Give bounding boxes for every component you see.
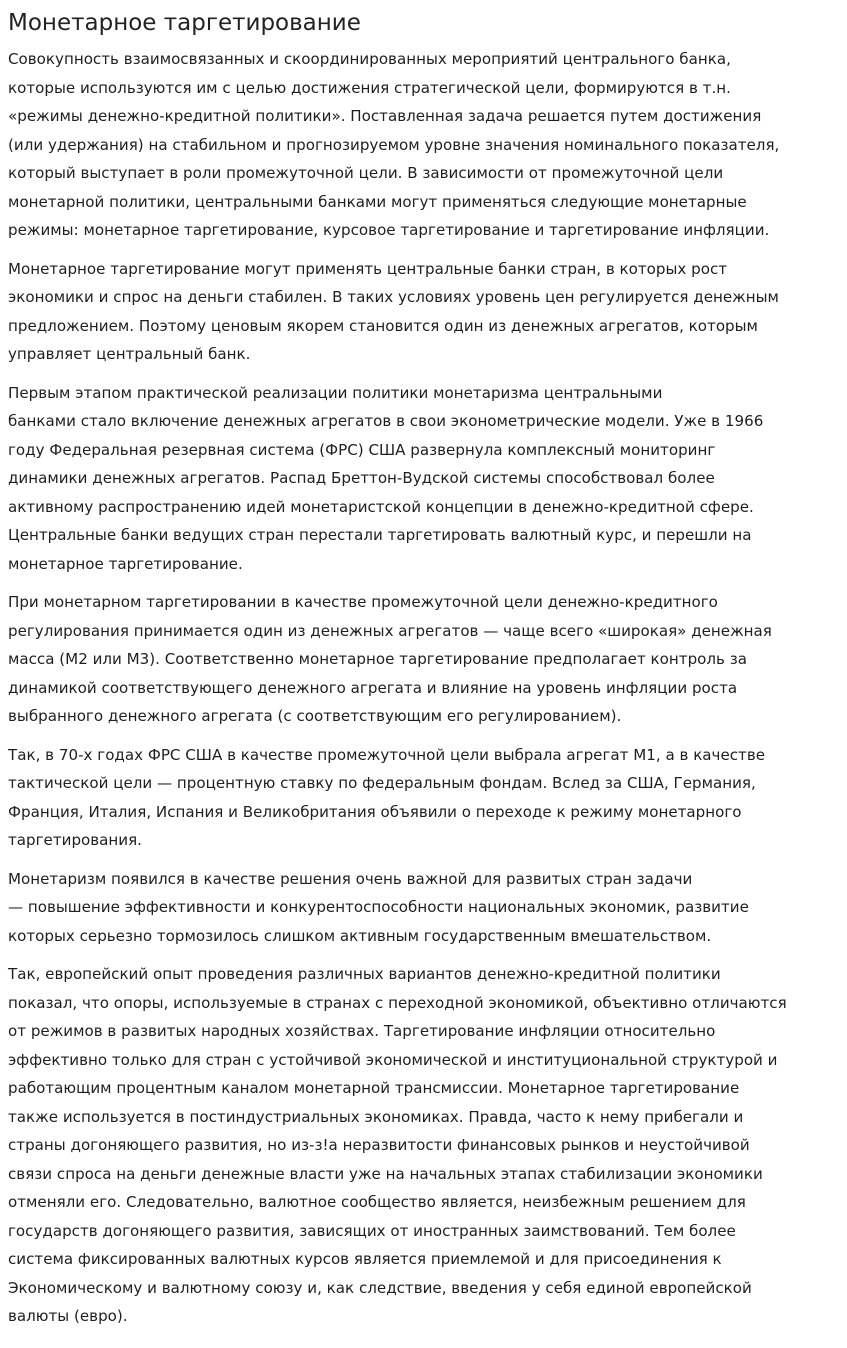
paragraph-2: Монетарное таргетирование могут применять центральные банки стран, в которых рост экономики и спрос на деньги стабилен. В таких условиях уровень цен регулируется денежным предложением. Поэтому ценовым якорем становится один из денежных агрегатов, которым управляет центральный банк. bbox=[8, 259, 779, 363]
paragraph-7: Так, европейский опыт проведения различных вариантов денежно-кредитной политики показал, что опоры, используемые в странах с переходной экономикой, объективно отличаются от режимов в развитых народных хозяйствах. Таргетирование инфляции относительно эффективно только для стран с устойчивой экономической и институциональной структурой и работающим процентным каналом монетарной трансмиссии. Монетарное таргетирование также используется в постиндустриальных экономиках. Правда, часто к нему прибегали и страны догоняющего развития, но из-з!а неразвитости финансовых рынков и неустойчивой связи спроса на деньги денежные власти уже на начальных этапах стабилизации экономики отменяли его. Следовательно, валютное сообщество является, неизбежным решением для государств догоняющего развития, зависящих от иностранных заимствований. Тем более система фиксированных валютных курсов является приемлемой и для присоединения к Экономическому и валютному союзу и, как следствие, введения у себя единой европейской валюты (евро). bbox=[8, 965, 787, 1325]
article-title: Монетарное таргетирование bbox=[8, 10, 361, 36]
paragraph-6: Монетаризм появился в качестве решения очень важной для развитых стран задачи — повышение эффективности и конкурентоспособности национальных экономик, развитие которых серьезно тормозилось слишком активным государственным вмешательством. bbox=[8, 869, 749, 945]
paragraph-5: Так, в 70-х годах ФРС США в качестве промежуточной цели выбрала агрегат М1, а в качестве тактической цели — процентную ставку по федеральным фондам. Вслед за США, Германия, Франция, Италия, Испания и Великобритания объявили о переходе к режиму монетарного таргетирования. bbox=[8, 745, 766, 849]
paragraph-1: Совокупность взаимосвязанных и скоординированных мероприятий центрального банка, которые используются им с целью достижения стратегической цели, формируются в т.н. «режимы денежно-кредитной политики». Поставленная задача решается путем достижения (или удержания) на стабильном и прогнозируемом уровне значения номинального показателя, который выступает в роли промежуточной цели. В зависимости от промежуточной цели монетарной политики, центральными банками могут применяться следующие монетарные режимы: монетарное таргетирование, курсовое таргетирование и таргетирование инфляции. bbox=[8, 50, 780, 239]
paragraph-3: Первым этапом практической реализации политики монетаризма центральными банками стало включение денежных агрегатов в свои эконометрические модели. Уже в 1966 году Федеральная резервная система (ФРС) США развернула комплексный мониторинг динамики денежных агрегатов. Распад Бреттон-Вудской системы способствовал более активному распространению идей монетаристской концепции в денежно-кредитной сфере. Центральные банки ведущих стран перестали таргетировать валютный курс, и перешли на монетарное таргетирование. bbox=[8, 383, 764, 573]
paragraph-4: При монетарном таргетировании в качестве промежуточной цели денежно-кредитного регулирования принимается один из денежных агрегатов — чаще всего «широкая» денежная масса (М2 или М3). Соответственно монетарное таргетирование предполагает контроль за динамикой соответствующего денежного агрегата и влияние на уровень инфляции роста выбранного денежного агрегата (с соответствующим его регулированием). bbox=[8, 593, 772, 725]
